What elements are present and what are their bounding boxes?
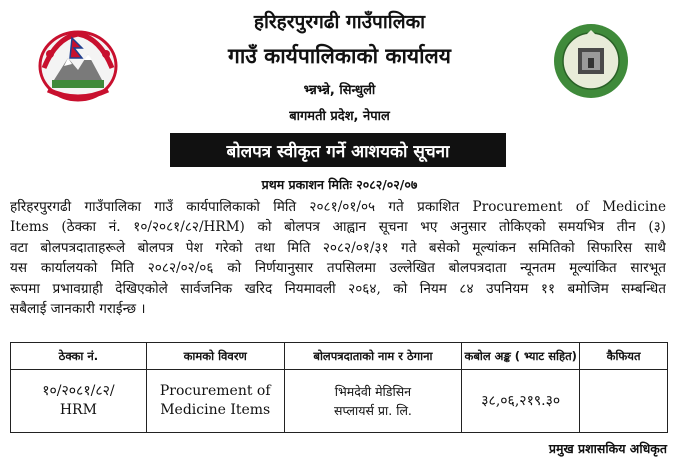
- cell-contract-no: [11, 370, 147, 433]
- bidder-line: सप्लायर्स प्रा. लि.: [334, 403, 412, 418]
- table-header-row: [11, 343, 668, 370]
- header-bidder: बोलपत्रदाताको नाम र ठेगाना: [284, 343, 462, 370]
- publish-date: प्रथम प्रकाशन मितिः २०८२/०२/०७: [261, 177, 418, 192]
- work-description-line: Procurement of: [159, 383, 271, 399]
- cell-bidder: [284, 370, 462, 433]
- notice-body-line: रूपमा प्रभावग्राही देखिएकोले सार्वजनिक खरिद नियमावली २०६४, को नियम ८४ उपनियम ११ बमोजिम सम्बन्धित: [10, 280, 666, 297]
- work-description-line: Medicine Items: [160, 402, 271, 418]
- office-name: गाउँ कार्यपालिकाको कार्यालय: [228, 44, 451, 68]
- notice-body-line: यस कार्यालयको मिति २०८२/०२/०६ को निर्णयानुसार तपसिलमा उल्लेखित बोलपत्रदाता न्यूनतम मूल्यांकित सारभूत: [10, 260, 666, 277]
- municipality-name: हरिहरपुरगढी गाउँपालिका: [253, 11, 426, 33]
- office-province: बागमती प्रदेश, नेपाल: [289, 109, 390, 124]
- notice-body-line: सबैलाई जानकारी गराईन्छ ।: [10, 301, 146, 318]
- notice-body-line: हरिहरपुरगढी गाउँपालिका गाउँ कार्यपालिकाको मिति २०८१/०१/०५ गते प्रकाशित Procurement of Medicine: [10, 199, 666, 215]
- header-work-description: कामको विवरण: [146, 343, 284, 370]
- notice-title: बोलपत्र स्वीकृत गर्ने आशयको सूचना: [226, 141, 450, 162]
- notice-body: [10, 197, 666, 319]
- header-bid-amount: कबोल अङ्क ( भ्याट सहित): [462, 343, 580, 370]
- cell-work-description: [146, 370, 284, 433]
- header-remarks: कैफियत: [580, 343, 668, 370]
- table-row: [11, 370, 668, 433]
- bidder-line: भिमदेवी मेडिसिन: [334, 384, 412, 399]
- contract-no-line: १०/२०८१/८२/: [42, 383, 115, 399]
- bid-table: [10, 342, 668, 433]
- header-contract-no: ठेक्का नं.: [11, 343, 147, 370]
- cell-bid-amount: ३८,०६,२१९.३०: [462, 370, 580, 433]
- contract-no-line: HRM: [59, 402, 97, 418]
- signoff-title: प्रमुख प्रशासकिय अधिकृत: [548, 441, 667, 456]
- office-location: भ्न्नभ्न्ने, सिन्धुली: [303, 83, 376, 98]
- notice-body-line: वटा बोलपत्रदाताहरूले बोलपत्र पेश गरेको तथा मिति २०८२/०१/३१ गते बसेको मूल्यांकन समितिको सिफारिस साथै: [10, 239, 666, 256]
- notice-body-line: Items (ठेक्का नं. १०/२०८१/८२/HRM) को बोलपत्र आह्वान सूचना भए अनुसार तोकिएको समयभित्र तीन (३): [10, 219, 666, 236]
- cell-remarks: [580, 370, 668, 433]
- notice-title-banner: [170, 133, 506, 167]
